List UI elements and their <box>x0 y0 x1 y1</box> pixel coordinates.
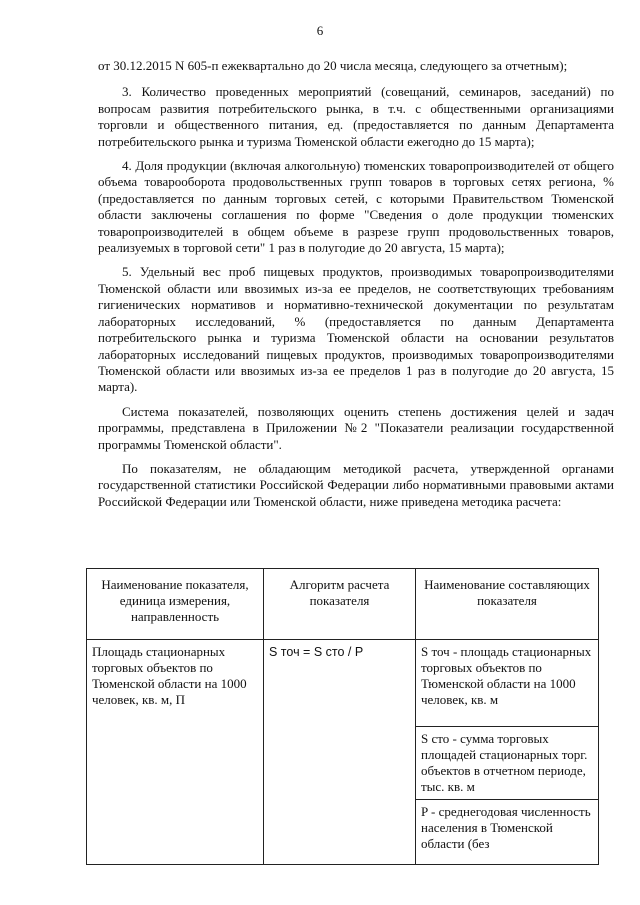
body-text <box>98 58 614 518</box>
paragraph-item-5: 5. Удельный вес проб пищевых продуктов, производимых товаропроизводителями Тюменской области или ввозимых из-за ее пределов, не соответствующих требованиям гигиенических нормативов и нормативно-технической документации по результатам лабораторных исследований, % (предоставляется по данным Департамента потребительского рынка и туризма Тюменской области на основании результатов лабораторных исследований пищевых продуктов, производимых товаропроизводителями Тюменской области или ввозимых из-за ее пределов 1 раз в полугодие до 20 августа, 15 марта). <box>98 264 614 395</box>
cell-component-3: P - среднегодовая численность населения в Тюменской области (без <box>416 800 599 865</box>
paragraph-continuation: от 30.12.2015 N 605-п ежеквартально до 20 числа месяца, следующего за отчетным); <box>98 58 568 73</box>
header-algorithm: Алгоритм расчета показателя <box>264 569 416 640</box>
paragraph-indicator-system: Система показателей, позволяющих оценить степень достижения целей и задач программы, представлена в Приложении №2 "Показатели реализации государственной программы Тюменской области". <box>98 403 614 452</box>
paragraph-item-4: 4. Доля продукции (включая алкогольную) тюменских товаропроизводителей от общего объема товарооборота продовольственных групп товаров в торговых сетях региона, % (предоставляется по данным торговых сетей, с которыми Правительством Тюменской области заключены соглашения по форме "Сведения о доле продукции тюменских товаропроизводителей в общем объеме в разрезе групп продовольственных товаров, реализуемых в торговой сети" 1 раз в полугодие до 20 августа, 15 марта); <box>98 158 614 256</box>
cell-formula: S точ = S сто / P <box>264 640 416 865</box>
paragraph-item-3: 3. Количество проведенных мероприятий (совещаний, семинаров, заседаний) по вопросам развития потребительского рынка, в т.ч. с общественными организациями торговли и общественного питания, ед. (предоставляется по данным Департамента потребительского рынка и туризма Тюменской области ежегодно до 15 марта); <box>98 84 614 149</box>
cell-component-1: S точ - площадь стационарных торговых объектов по Тюменской области на 1000 человек, кв. м <box>416 640 599 727</box>
paragraph-methodics-intro: По показателям, не обладающим методикой расчета, утвержденной органами государственной статистики Российской Федерации либо нормативными правовыми актами Российской Федерации или Тюменской области, ниже приведена методика расчета: <box>98 460 614 509</box>
methodics-table <box>86 568 599 865</box>
table-header-row <box>87 569 599 640</box>
page-number: 6 <box>316 23 324 38</box>
header-indicator-name: Наименование показателя, единица измерения, направленность <box>87 569 264 640</box>
methodics-table-wrapper <box>86 568 598 865</box>
cell-indicator-name: Площадь стационарных торговых объектов по Тюменской области на 1000 человек, кв. м, П <box>87 640 264 865</box>
table-row <box>87 640 599 727</box>
cell-component-2: S сто - сумма торговых площадей стационарных торг. объектов в отчетном периоде, тыс. кв. м <box>416 727 599 800</box>
header-components: Наименование составляющих показателя <box>416 569 599 640</box>
